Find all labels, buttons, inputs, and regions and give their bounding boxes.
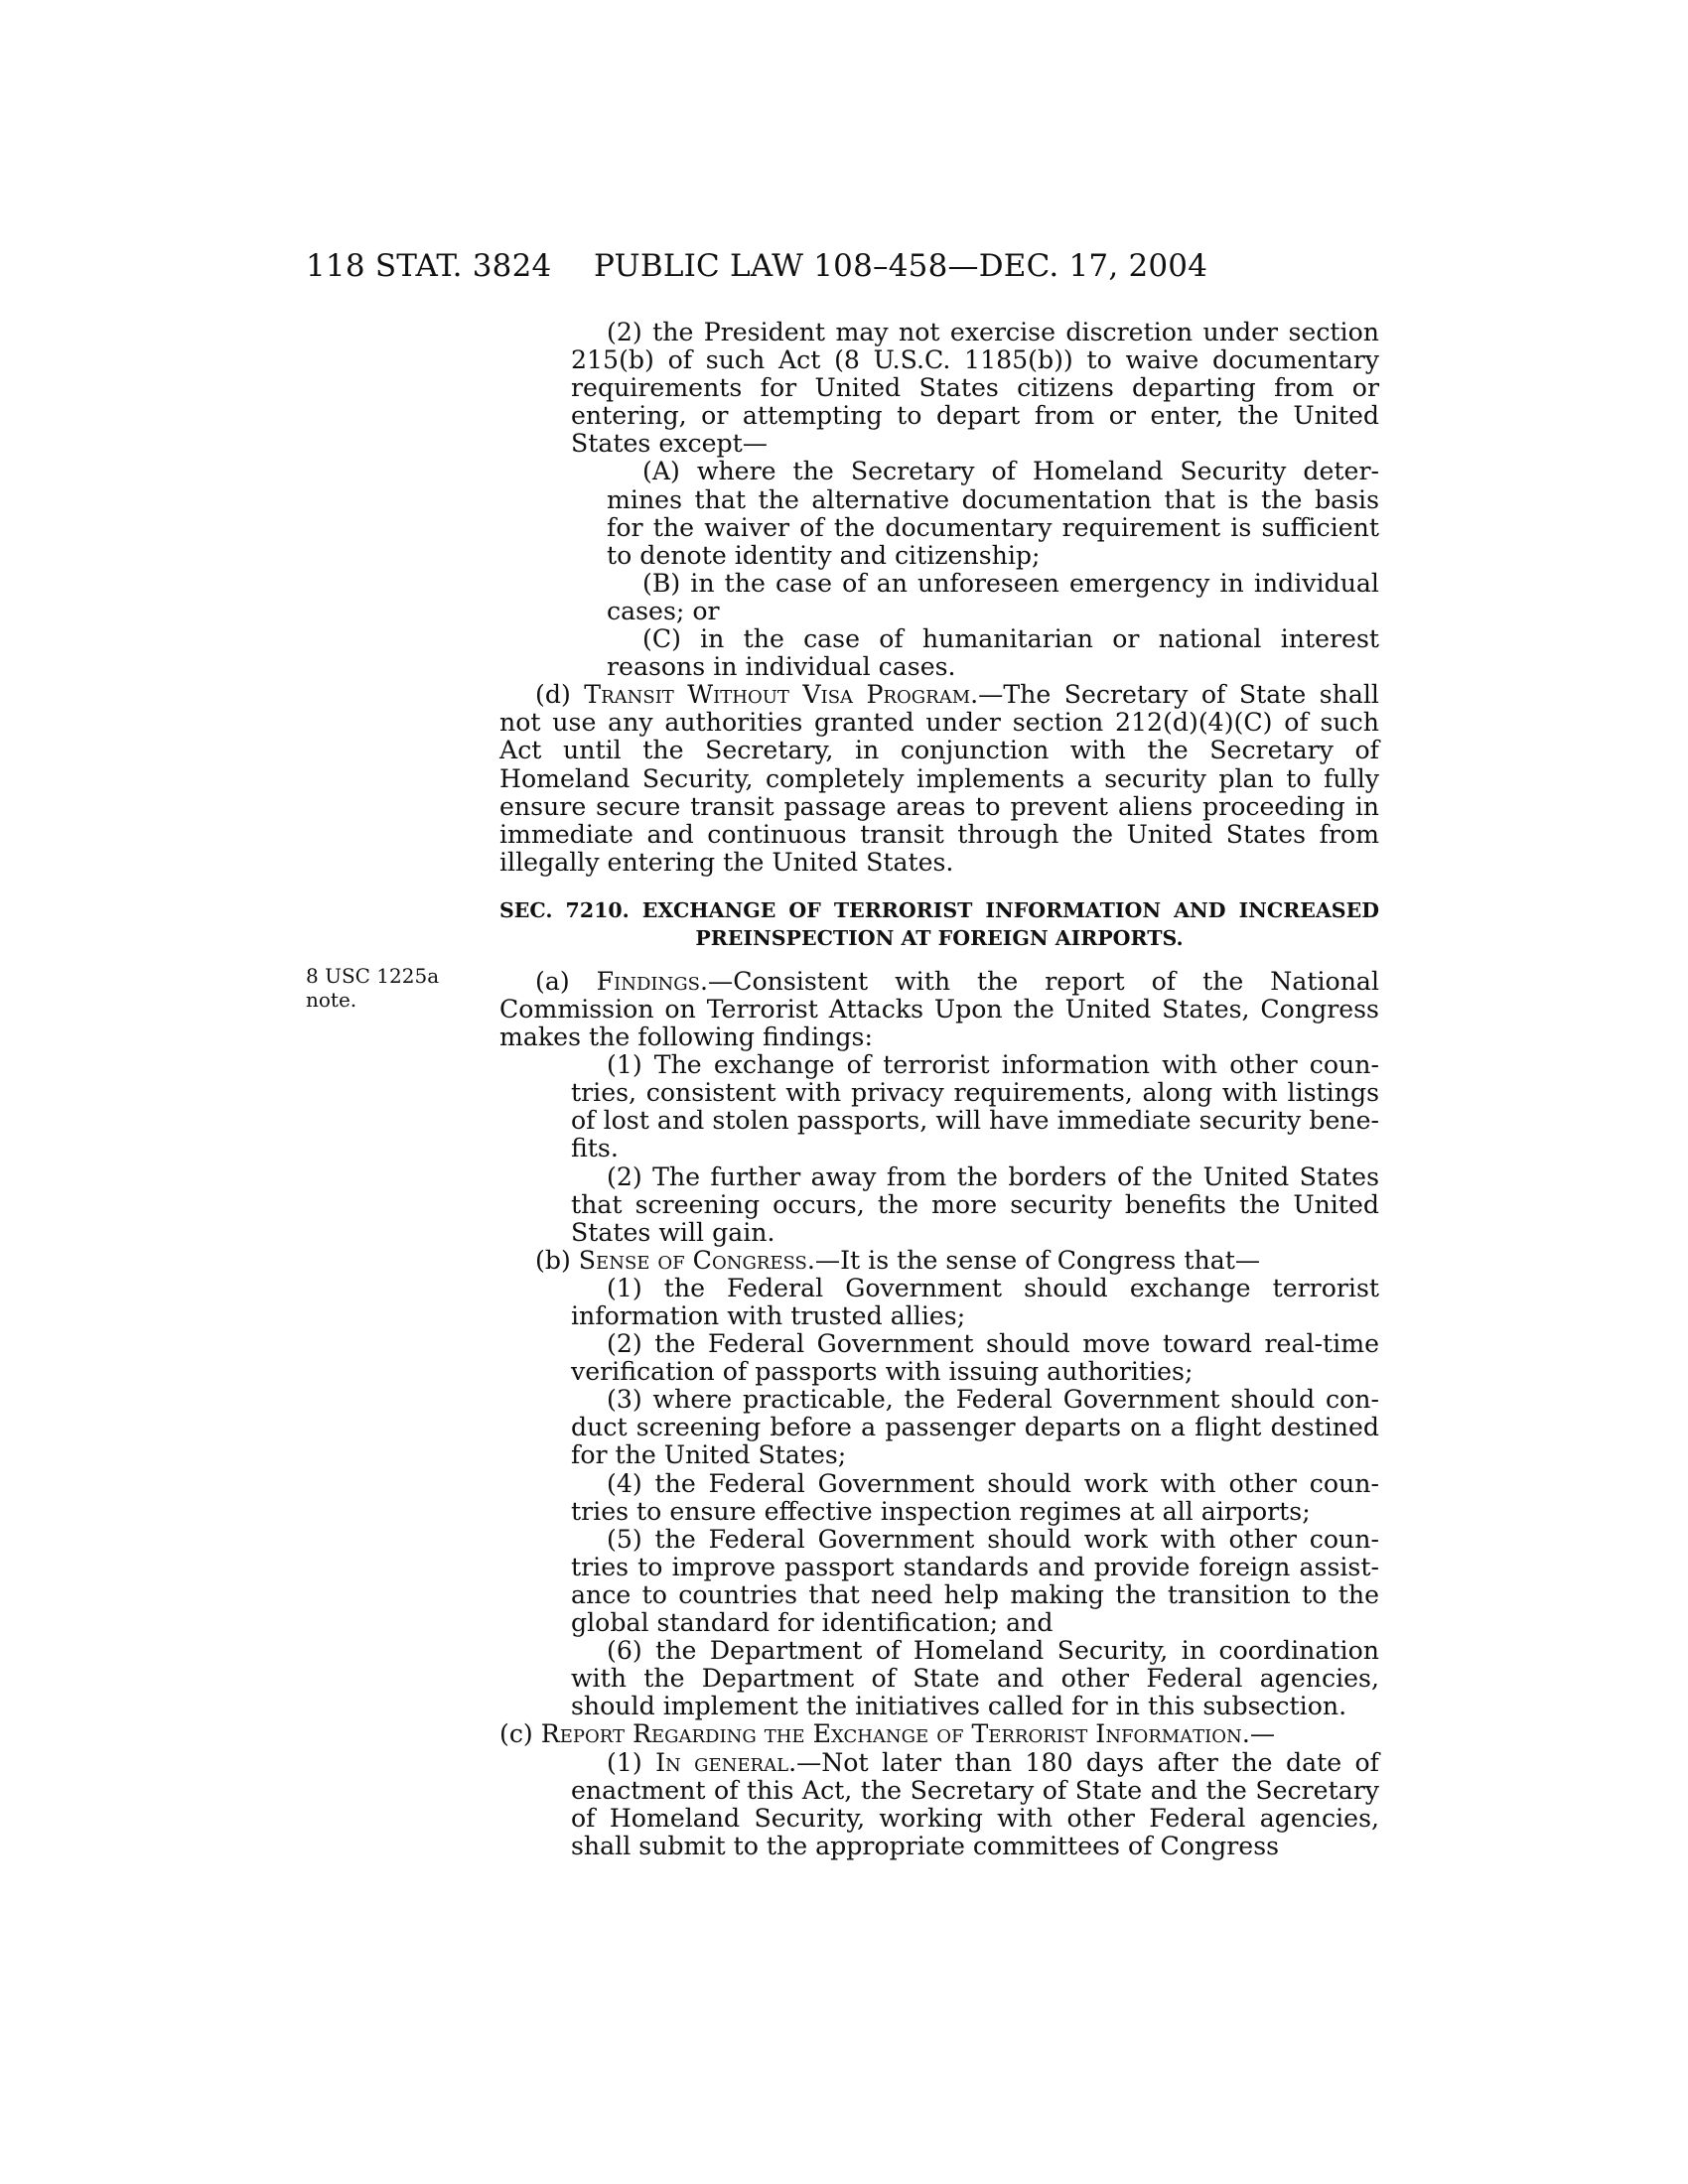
subparagraph-c: (C) in the case of humanitarian or national interest reasons in individual cases. bbox=[607, 624, 1379, 682]
subsection-c-heading: Report Regarding the Exchange of Terrorist Information bbox=[540, 1719, 1242, 1749]
margin-note bbox=[306, 964, 475, 1012]
sense-2: (2) the Federal Government should move toward real-time verification of passports with issuing authorities; bbox=[571, 1329, 1379, 1387]
section-heading bbox=[499, 896, 1379, 952]
report-1-in-general bbox=[499, 1749, 1379, 1860]
subsection-b-sense bbox=[499, 1247, 1379, 1275]
subsection-a-text: .—Consistent with the report of the National Commission on Terrorist Attacks Upon the United States, Congress makes the following findings: bbox=[499, 966, 1379, 1052]
document-body bbox=[499, 319, 1379, 1860]
report-1-text: .—Not later than 180 days after the date of enactment of this Act, the Secretary of State and the Secretary of Homeland Security, working with other Federal agencies, shall submit to the appropriate committees of Congress bbox=[571, 1747, 1379, 1860]
subsection-b-heading: Sense of Congress bbox=[578, 1245, 807, 1275]
section-heading-line1: SEC. 7210. EXCHANGE OF TERRORIST INFORMATION AND INCREASED bbox=[499, 897, 1379, 922]
subparagraph-b: (B) in the case of an unforeseen emergency in individual cases; or bbox=[607, 568, 1379, 625]
sense-4: (4) the Federal Government should work with other countries to ensure effective inspection regimes at all airports; bbox=[571, 1468, 1379, 1526]
subsection-d-text: .—The Secretary of State shall not use any authorities granted under section 212(d)(4)(C) of such Act until the Secretary, in conjunction with the Secretary of Homeland Security, completely implements a security plan to fully ensure secure transit passage areas to prevent aliens proceeding in immediate and continuous transit through the United States from illegally entering the United States. bbox=[499, 680, 1379, 877]
subsection-a-findings bbox=[499, 968, 1379, 1051]
subsection-d-heading: Transit Without Visa Program bbox=[584, 680, 971, 710]
subparagraph-a: (A) where the Secretary of Homeland Security determines that the alternative documentation that is the basis for the waiver of the documentary requirement is sufficient to denote identity and citizenship; bbox=[607, 457, 1379, 570]
report-1-label: (1) bbox=[607, 1747, 656, 1777]
header-stat: 118 STAT. 3824 bbox=[306, 248, 552, 284]
subsection-d-label: (d) bbox=[535, 680, 585, 710]
section-heading-line2: PREINSPECTION AT FOREIGN AIRPORTS. bbox=[695, 925, 1184, 950]
subsection-b-label: (b) bbox=[535, 1245, 579, 1275]
finding-1: (1) The exchange of terrorist information with other countries, consistent with privacy requirements, along with listings of lost and stolen passports, will have immediate security benefits. bbox=[571, 1050, 1379, 1163]
subsection-c-text: .— bbox=[1241, 1719, 1276, 1749]
subsection-a-heading: Findings bbox=[596, 966, 700, 996]
margin-note-citation: 8 USC 1225a bbox=[306, 964, 440, 988]
subsection-b-text: .—It is the sense of Congress that— bbox=[806, 1245, 1261, 1275]
sense-3: (3) where practicable, the Federal Government should conduct screening before a passenger departs on a flight destined for the United States; bbox=[571, 1385, 1379, 1470]
sense-6: (6) the Department of Homeland Security, in coordination with the Department of State and other Federal agencies, should implement the initiatives called for in this subsection. bbox=[571, 1636, 1379, 1721]
subsection-d bbox=[499, 681, 1379, 877]
finding-2: (2) The further away from the borders of the United States that screening occurs, the more security benefits the United States will gain. bbox=[571, 1161, 1379, 1247]
subsection-a-label: (a) bbox=[535, 966, 597, 996]
sense-5: (5) the Federal Government should work with other countries to improve passport standards and provide foreign assistance to countries that need help making the transition to the global standard for identification; and bbox=[571, 1524, 1379, 1638]
paragraph-2-president: (2) the President may not exercise discretion under section 215(b) of such Act (8 U.S.C. 1185(b)) to waive documentary requirements for United States citizens departing from or entering, or attempting to depart from or enter, the United States except— bbox=[571, 318, 1379, 459]
header-law-title: PUBLIC LAW 108–458—DEC. 17, 2004 bbox=[594, 248, 1208, 284]
margin-note-suffix: note. bbox=[306, 988, 357, 1012]
subsection-c-report bbox=[499, 1720, 1379, 1748]
subsection-c-label: (c) bbox=[499, 1719, 541, 1749]
sense-1: (1) the Federal Government should exchange terrorist information with trusted allies; bbox=[571, 1273, 1379, 1330]
report-1-heading: In general bbox=[655, 1747, 789, 1777]
